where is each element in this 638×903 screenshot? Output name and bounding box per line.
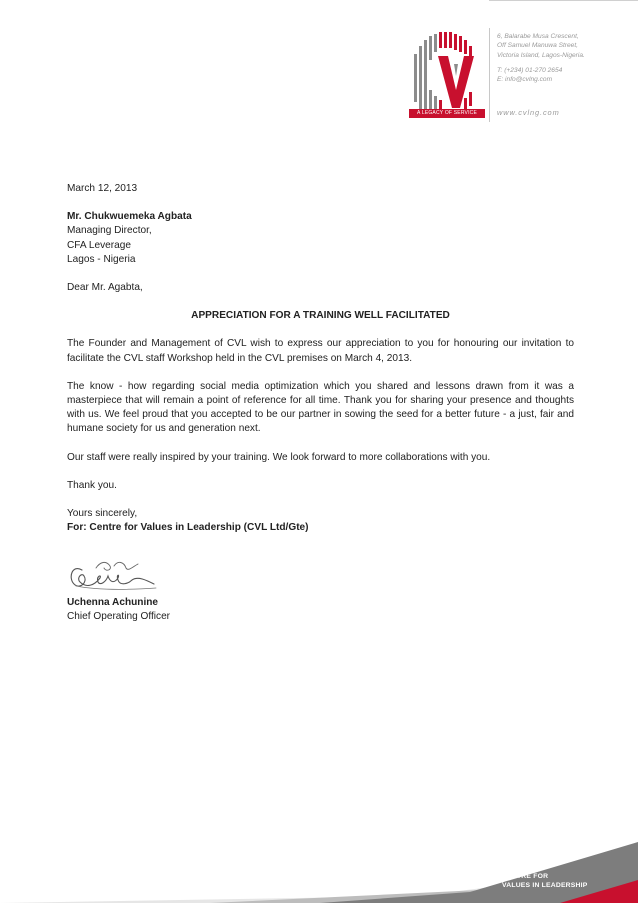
handwritten-signature: [66, 556, 161, 594]
letter-date: March 12, 2013: [67, 183, 138, 194]
header-divider: [489, 28, 490, 122]
footer-line-2: VALUES IN LEADERSHIP: [502, 881, 588, 889]
logo-caption: A LEGACY OF SERVICE: [409, 109, 485, 118]
paragraph-1: The Founder and Management of CVL wish to express our appreciation to you for honouring our invitation to facilitate the CVL staff Workshop held in the CVL premises on March 4, 2013.: [67, 338, 574, 364]
footer-band: [0, 836, 638, 903]
signatory-name: Uchenna Achunine: [67, 597, 159, 608]
letter-subject: APPRECIATION FOR A TRAINING WELL FACILITATED: [191, 310, 450, 322]
sign-off: Yours sincerely,: [67, 508, 138, 520]
organization-line: For: Centre for Values in Leadership (CVL Ltd/Gte): [67, 522, 309, 534]
letter-body: [67, 182, 574, 535]
address-line-1: 6, Balarabe Musa Crescent,: [497, 33, 579, 40]
recipient-title: Managing Director,: [67, 225, 152, 237]
signatory-block: [67, 596, 170, 624]
header-top-line: [489, 0, 638, 1]
thank-you: Thank you.: [67, 479, 117, 491]
letterhead-address: [497, 32, 635, 84]
address-line-3: Victoria Island, Lagos-Nigeria.: [497, 51, 585, 59]
email-address: E: info@cvlng.com: [497, 76, 553, 84]
footer-line-1: CENTRE FOR: [502, 873, 549, 880]
paragraph-2: The know - how regarding social media optimization which you shared and lessons drawn from it was a masterpiece that will remain a point of reference for all time. Thank you for sharing your presence and thoughts with us. We feel proud that you accepted to be our partner in sowing the seed for a better future - a just, fair and humane society for us and generation next.: [67, 380, 574, 435]
recipient-org: CFA Leverage: [67, 239, 131, 251]
signatory-title: Chief Operating Officer: [67, 611, 171, 623]
recipient-name: Mr. Chukwuemeka Agbata: [67, 211, 192, 223]
website-url: www.cvlng.com: [497, 108, 560, 117]
cvl-logo-icon: [408, 28, 486, 120]
footer-org-name: [502, 873, 587, 890]
salutation: Dear Mr. Agabta,: [67, 282, 143, 294]
address-line-2: Off Samuel Manuwa Street,: [497, 42, 578, 50]
paragraph-3: Our staff were really inspired by your training. We look forward to more collaborations with you.: [67, 451, 491, 463]
phone-number: T: (+234) 01-270 2654: [497, 66, 563, 74]
recipient-location: Lagos - Nigeria: [67, 253, 136, 265]
